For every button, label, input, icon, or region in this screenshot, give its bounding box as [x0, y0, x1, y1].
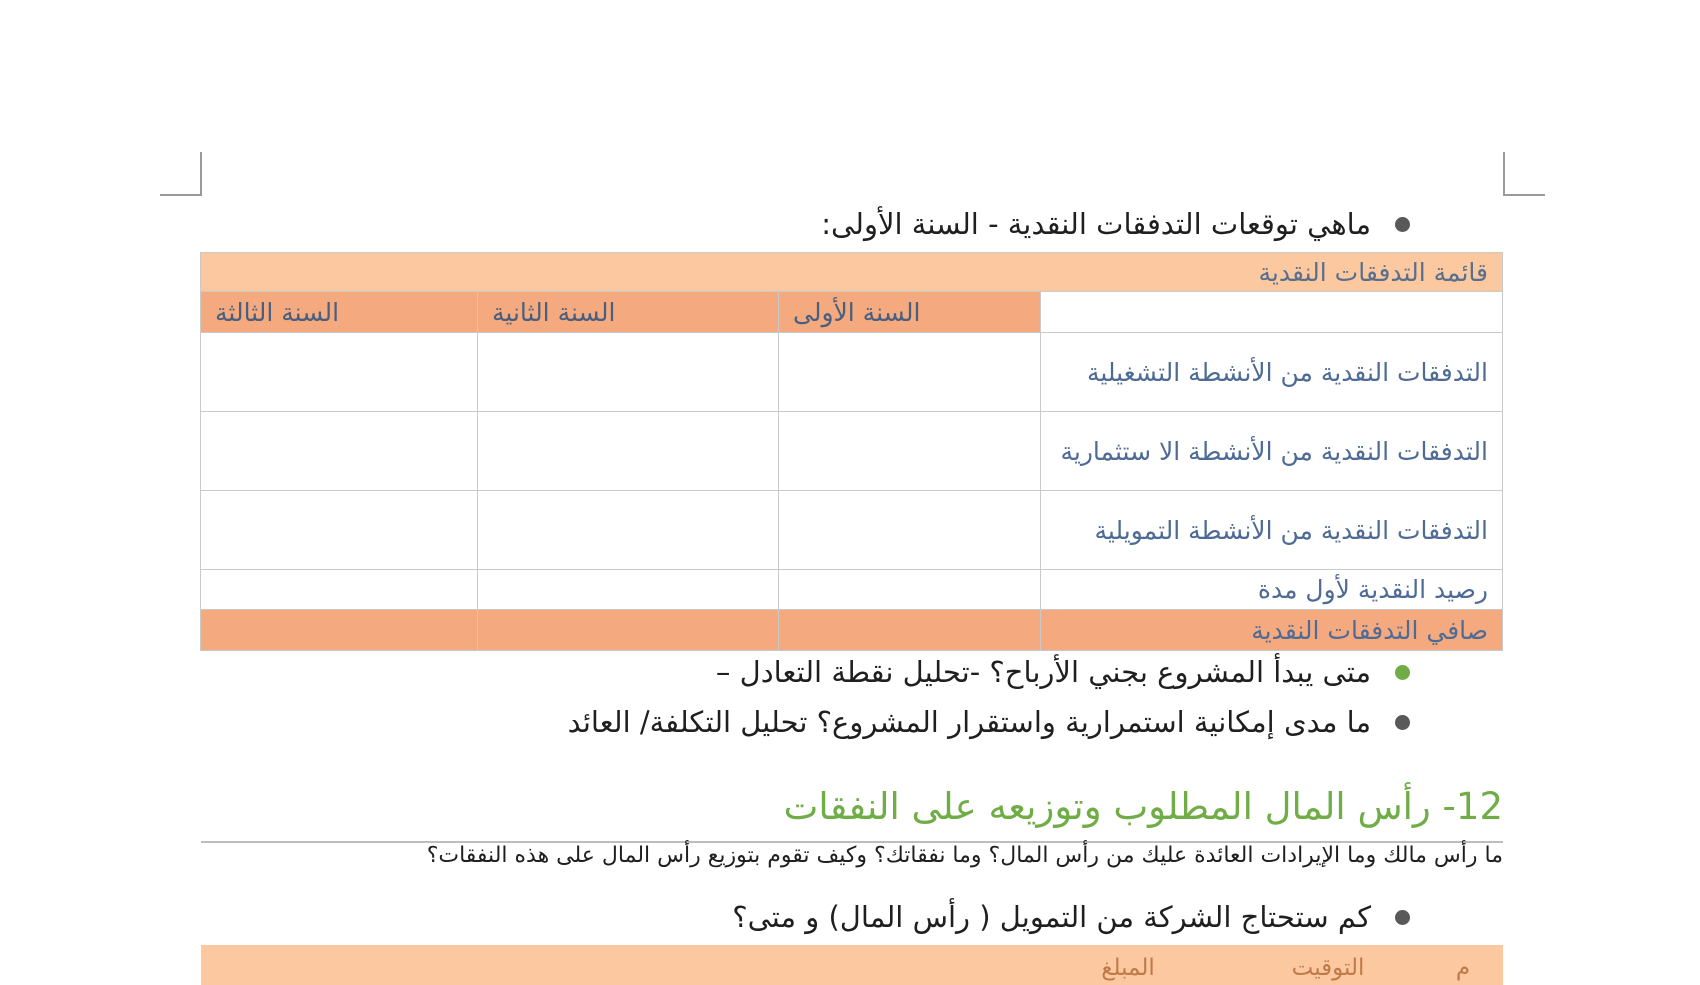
table-cell[interactable] — [478, 491, 779, 570]
bullet-breakeven-question — [201, 652, 1503, 692]
table-cell[interactable] — [779, 570, 1041, 610]
table-cell[interactable] — [201, 610, 478, 651]
bullet-text: ما مدى إمكانية استمرارية واستقرار المشروع؟ تحليل التكلفة/ العائد — [567, 705, 1371, 739]
table-cell[interactable] — [478, 333, 779, 412]
page-corner-mark-left — [160, 152, 202, 196]
row-label: التدفقات النقدية من الأنشطة الا ستثمارية — [1041, 412, 1503, 491]
bullet-sustainability-question — [201, 702, 1503, 742]
bullet-dot-icon — [1395, 715, 1410, 730]
header-year-2: السنة الثانية — [478, 292, 779, 333]
bullet-dot-icon — [1395, 665, 1410, 680]
table-row — [201, 412, 1503, 491]
section-paragraph: ما رأس مالك وما الإيرادات العائدة عليك من رأس المال؟ وما نفقاتك؟ وكيف تقوم بتوزيع رأس المال على هذه النفقات؟ — [426, 843, 1503, 868]
header-year-1: السنة الأولى — [779, 292, 1041, 333]
cashflow-table — [200, 252, 1503, 651]
section-heading: 12- رأس المال المطلوب وتوزيعه على النفقات — [201, 785, 1503, 843]
bullet-text: ماهي توقعات التدفقات النقدية - السنة الأولى: — [821, 207, 1371, 241]
table-cell[interactable] — [779, 491, 1041, 570]
table-cell[interactable] — [478, 610, 779, 651]
row-label: التدفقات النقدية من الأنشطة التشغيلية — [1041, 333, 1503, 412]
table-cell[interactable] — [201, 412, 478, 491]
table-row — [201, 570, 1503, 610]
table-row — [201, 333, 1503, 412]
table-title: قائمة التدفقات النقدية — [201, 253, 1503, 292]
total-label: صافي التدفقات النقدية — [1041, 610, 1503, 651]
table-total-row — [201, 610, 1503, 651]
header-year-3: السنة الثالثة — [201, 292, 478, 333]
bullet-dot-icon — [1395, 217, 1410, 232]
table-row — [201, 491, 1503, 570]
table-title-row — [201, 253, 1503, 292]
page-corner-mark-right — [1503, 152, 1545, 196]
header-amount: المبلغ — [1101, 955, 1155, 981]
table-cell[interactable] — [201, 570, 478, 610]
table-cell[interactable] — [779, 333, 1041, 412]
table-cell[interactable] — [201, 491, 478, 570]
row-label: رصيد النقدية لأول مدة — [1041, 570, 1503, 610]
table-cell[interactable] — [201, 333, 478, 412]
table-cell[interactable] — [779, 412, 1041, 491]
row-label: التدفقات النقدية من الأنشطة التمويلية — [1041, 491, 1503, 570]
bullet-dot-icon — [1395, 910, 1410, 925]
header-timing: التوقيت — [1291, 955, 1365, 981]
table-header-row — [201, 292, 1503, 333]
table-cell[interactable] — [779, 610, 1041, 651]
bullet-funding-question — [201, 897, 1503, 937]
table-cell[interactable] — [478, 412, 779, 491]
header-index: م — [1455, 955, 1471, 981]
funding-table-header — [201, 945, 1503, 985]
bullet-text: متى يبدأ المشروع بجني الأرباح؟ -تحليل نقطة التعادل – — [715, 655, 1371, 689]
bullet-cashflow-question — [201, 200, 1503, 248]
header-blank-cell — [1041, 292, 1503, 333]
bullet-text: كم ستحتاج الشركة من التمويل ( رأس المال) و متى؟ — [732, 900, 1371, 934]
table-cell[interactable] — [478, 570, 779, 610]
